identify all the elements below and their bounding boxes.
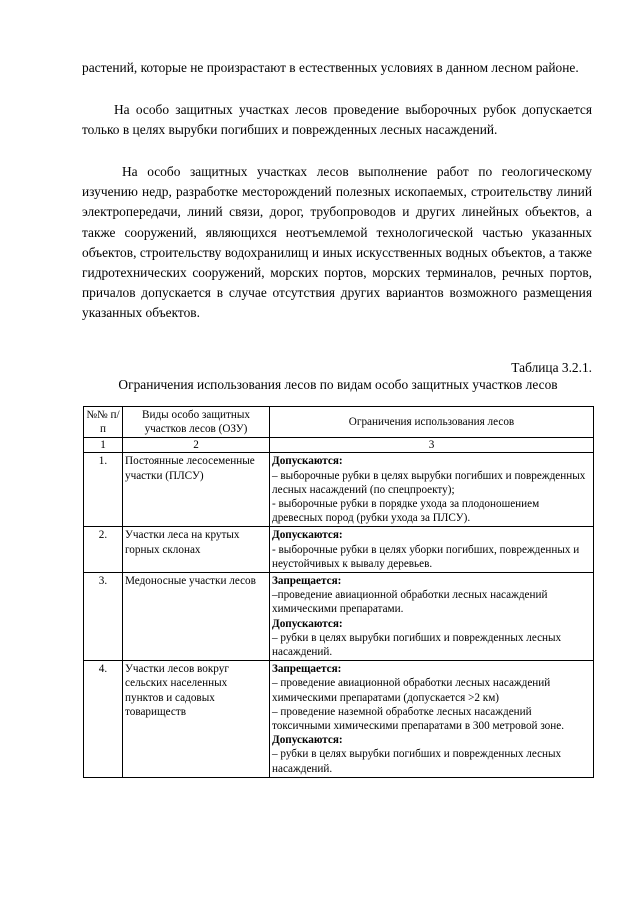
- paragraph-continuation: растений, которые не произрастают в естественных условиях в данном лесном районе.: [82, 60, 579, 75]
- header-restrictions: Ограничения использования лесов: [270, 407, 594, 438]
- row-number: 1.: [84, 453, 123, 527]
- table-title: Ограничения использования лесов по видам особо защитных участков лесов: [118, 377, 558, 392]
- table-row: [84, 661, 594, 778]
- table-row: [84, 573, 594, 661]
- row-number: 2.: [84, 527, 123, 573]
- row-restrictions: [270, 661, 594, 778]
- restriction-item: –проведение авиационной обработки лесных насаждений химическими препаратами.: [272, 589, 548, 616]
- condition-label: Запрещается:: [272, 663, 342, 676]
- row-restrictions: [270, 527, 594, 573]
- restriction-item: – рубки в целях вырубки погибших и поврежденных лесных насаждений.: [272, 631, 562, 659]
- restrictions-table: [83, 406, 594, 778]
- row-area-type: Постоянные лесосеменные участки (ПЛСУ): [123, 453, 270, 527]
- table-row: [84, 527, 594, 573]
- restriction-item: - выборочные рубки в целях уборки погибших, поврежденных и неустойчивых к вывалу деревьев.: [272, 543, 580, 570]
- condition-label: Допускаются:: [272, 455, 343, 468]
- restriction-item: – рубки в целях вырубки погибших и поврежденных лесных насаждений.: [272, 748, 562, 775]
- paragraph-selective-felling: На особо защитных участках лесов проведение выборочных рубок допускается только в целях вырубки погибших и поврежденных лесных насаждений.: [82, 102, 592, 138]
- condition-label: Запрещается:: [272, 575, 342, 588]
- table-index-row: [84, 438, 594, 453]
- paragraph-construction-works: На особо защитных участках лесов выполнение работ по геологическому изучению недр, разработке месторождений полезных ископаемых, строительству линий электропередачи, линий связи, дорог, трубопроводов и других линейных объектов, а также сооружений, являющихся неотъемлемой технологической частью указанных объектов, строительству водохранилищ и иных искусственных водных объектов, а также гидротехнических сооружений, морских портов, морских терминалов, речных портов, причалов допускается в случае отсутствия других вариантов возможного размещения указанных объектов.: [82, 164, 592, 321]
- row-area-type: Медоносные участки лесов: [123, 573, 270, 661]
- row-restrictions: [270, 573, 594, 661]
- restriction-item: – выборочные рубки в целях вырубки погибших и поврежденных лесных насаждений (по спецпроекту);: [272, 469, 586, 496]
- table-number: Таблица 3.2.1.: [511, 360, 592, 375]
- index-cell: 3: [270, 438, 594, 453]
- restriction-item: – проведение наземной обработке лесных насаждений токсичными химическими препаратами в 300 метровой зоне.: [272, 705, 565, 733]
- table-row: [84, 453, 594, 527]
- row-restrictions: [270, 453, 594, 527]
- row-number: 4.: [84, 661, 123, 778]
- index-cell: 1: [84, 438, 123, 453]
- restriction-item: – проведение авиационной обработки лесных насаждений химическими препаратами (допускается >2 км): [272, 677, 551, 704]
- condition-label: Допускаются:: [272, 617, 343, 630]
- row-area-type: Участки лесов вокруг сельских населенных пунктов и садовых товариществ: [123, 661, 270, 778]
- condition-label: Допускаются:: [272, 529, 343, 542]
- row-number: 3.: [84, 573, 123, 661]
- restriction-item: - выборочные рубки в порядке ухода за плодоношением древесных пород (рубки ухода за ПЛСУ).: [272, 498, 540, 525]
- row-area-type: Участки леса на крутых горных склонах: [123, 527, 270, 573]
- header-area-type: Виды особо защитных участков лесов (ОЗУ): [123, 407, 270, 438]
- header-number: №№ п/п: [84, 407, 123, 438]
- index-cell: 2: [123, 438, 270, 453]
- condition-label: Допускаются:: [272, 734, 343, 747]
- table-header-row: [84, 407, 594, 438]
